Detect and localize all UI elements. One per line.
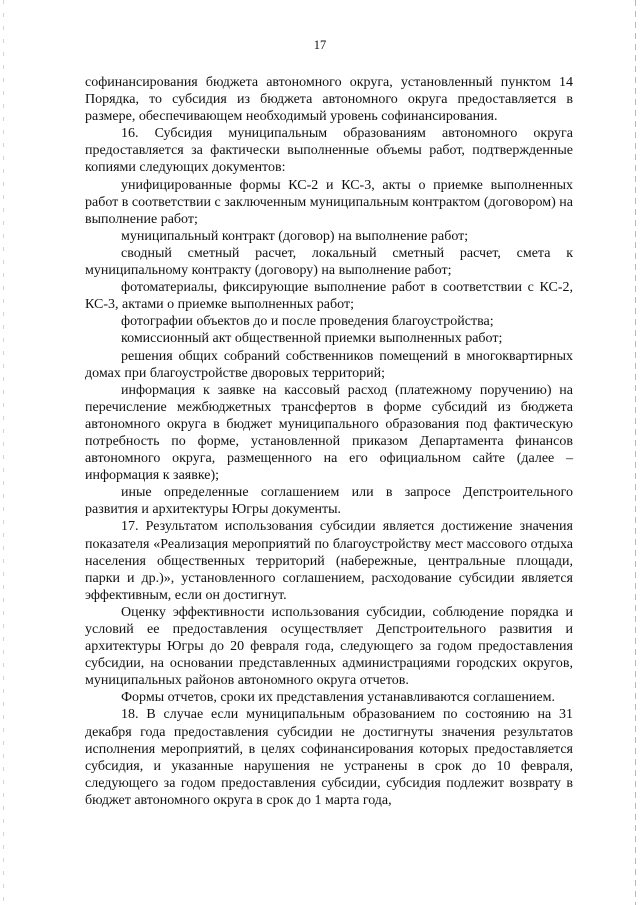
paragraph-item-16: 16. Субсидия муниципальным образованиям автономного округа предоставляется за фактически выполненные объемы работ, подтвержденные копиями следующих документов: [85, 126, 573, 176]
paragraph-doc-other: иные определенные соглашением или в запросе Депстроительного развития и архитектуры Югры документы. [85, 485, 573, 518]
paragraph-doc-estimate: сводный сметный расчет, локальный сметный расчет, смета к муниципальному контракту (договору) на выполнение работ; [85, 245, 573, 279]
paragraph-doc-owners-decisions: решения общих собраний собственников помещений в многоквартирных домах при благоустройстве дворовых территорий; [85, 348, 573, 381]
paragraph-item-18: 18. В случае если муниципальным образованием по состоянию на 31 декабря года предоставления субсидии не достигнуты значения результатов исполнения мероприятий, в целях софинансирования которых предоставляется субсидия, и указанные нарушения не устранены в срок до 10 февраля, следующего за годом предоставления субсидии, субсидия подлежит возврату в бюджет автономного округа в срок до 1 марта года, [85, 707, 573, 808]
paragraph-doc-contract: муниципальный контракт (договор) на выполнение работ; [121, 228, 469, 244]
paragraph-doc-acceptance-act: комиссионный акт общественной приемки выполненных работ; [121, 331, 503, 347]
scan-edge-right [635, 0, 636, 905]
paragraph-doc-request-info: информация к заявке на кассовый расход (платежному поручению) на перечисление межбюджетных трансфертов в форме субсидий из бюджета автономного округа в бюджет муниципального образования под фактическую потребность по форме, установленной приказом Департамента финансов автономного округа, размещенного на его официальном сайте (далее – информация к заявке); [85, 382, 573, 484]
scan-edge-left [3, 0, 4, 905]
paragraph-item-17: 17. Результатом использования субсидии является достижение значения показателя «Реализация мероприятий по благоустройству мест массового отдыха населения общественных территорий (набережные, центральные площади, парки и др.)», установленного соглашением, расходование субсидии является эффективным, если он достигнут. [85, 519, 573, 603]
paragraph-doc-ks-forms: унифицированные формы КС-2 и КС-3, акты о приемке выполненных работ в соответствии с заключенным муниципальным контрактом (договором) на выполнение работ; [85, 177, 573, 227]
paragraph-doc-photos: фотографии объектов до и после проведения благоустройства; [121, 314, 494, 330]
paragraph-report-forms: Формы отчетов, сроки их представления устанавливаются соглашением. [121, 690, 555, 706]
document-body [85, 74, 573, 809]
paragraph-doc-photomaterials: фотоматериалы, фиксирующие выполнение работ в соответствии с КС-2, КС-3, актами о приемке выполненных работ; [85, 280, 573, 313]
page-number: 17 [313, 38, 327, 52]
paragraph-continuation: софинансирования бюджета автономного округа, установленный пунктом 14 Порядка, то субсидия из бюджета автономного округа предоставляется в размере, обеспечивающем необходимый уровень софинансирования. [85, 75, 573, 125]
paragraph-efficiency-assessment: Оценку эффективности использования субсидии, соблюдение порядка и условий ее предоставления осуществляет Депстроительного развития и архитектуры Югры до 20 февраля года, следующего за годом предоставления субсидии, на основании представленных администрациями городских округов, муниципальных районов автономного округа отчетов. [85, 604, 573, 689]
